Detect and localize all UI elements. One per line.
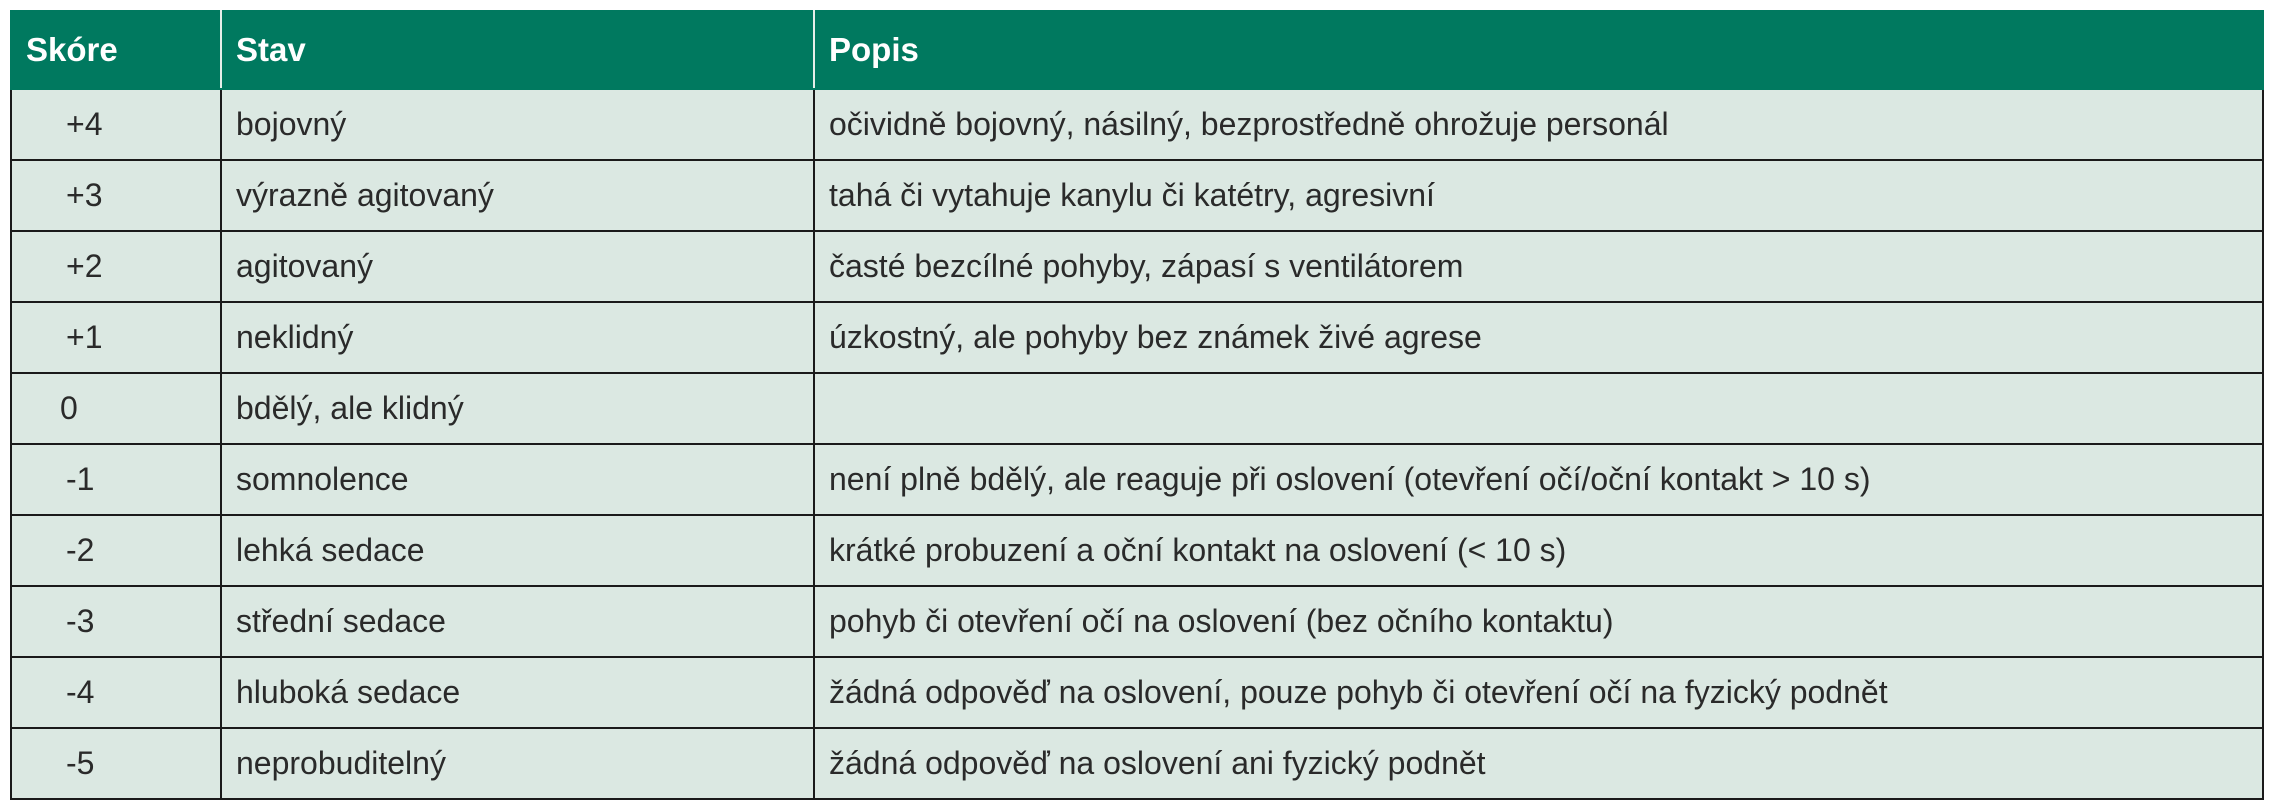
score-cell: 0 — [11, 373, 221, 444]
state-cell: agitovaný — [221, 231, 814, 302]
sedation-scale-table-container — [10, 10, 2262, 800]
score-cell: -1 — [11, 444, 221, 515]
description-cell: očividně bojovný, násilný, bezprostředně ohrožuje personál — [814, 89, 2263, 160]
description-cell: úzkostný, ale pohyby bez známek živé agrese — [814, 302, 2263, 373]
table-row — [11, 89, 2263, 160]
state-cell: neprobuditelný — [221, 728, 814, 799]
description-cell: krátké probuzení a oční kontakt na oslovení (< 10 s) — [814, 515, 2263, 586]
state-cell: bdělý, ale klidný — [221, 373, 814, 444]
table-header — [11, 11, 2263, 89]
state-cell: střední sedace — [221, 586, 814, 657]
state-cell: hluboká sedace — [221, 657, 814, 728]
score-cell: -5 — [11, 728, 221, 799]
state-cell: výrazně agitovaný — [221, 160, 814, 231]
table-body — [11, 89, 2263, 799]
score-cell: -3 — [11, 586, 221, 657]
header-row — [11, 11, 2263, 89]
table-row — [11, 231, 2263, 302]
table-row — [11, 302, 2263, 373]
table-row — [11, 728, 2263, 799]
description-cell: žádná odpověď na oslovení, pouze pohyb či otevření očí na fyzický podnět — [814, 657, 2263, 728]
header-state: Stav — [221, 11, 814, 89]
score-cell: -2 — [11, 515, 221, 586]
score-cell: -4 — [11, 657, 221, 728]
table-row — [11, 160, 2263, 231]
table-row — [11, 444, 2263, 515]
table-row — [11, 657, 2263, 728]
state-cell: somnolence — [221, 444, 814, 515]
description-cell: pohyb či otevření očí na oslovení (bez očního kontaktu) — [814, 586, 2263, 657]
description-cell: není plně bdělý, ale reaguje při oslovení (otevření očí/oční kontakt > 10 s) — [814, 444, 2263, 515]
header-score: Skóre — [11, 11, 221, 89]
table-row — [11, 586, 2263, 657]
description-cell — [814, 373, 2263, 444]
table-row — [11, 515, 2263, 586]
sedation-scale-table — [10, 10, 2264, 800]
header-description: Popis — [814, 11, 2263, 89]
description-cell: žádná odpověď na oslovení ani fyzický podnět — [814, 728, 2263, 799]
score-cell: +3 — [11, 160, 221, 231]
state-cell: neklidný — [221, 302, 814, 373]
state-cell: bojovný — [221, 89, 814, 160]
state-cell: lehká sedace — [221, 515, 814, 586]
description-cell: tahá či vytahuje kanylu či katétry, agresivní — [814, 160, 2263, 231]
score-cell: +1 — [11, 302, 221, 373]
score-cell: +2 — [11, 231, 221, 302]
table-row — [11, 373, 2263, 444]
description-cell: časté bezcílné pohyby, zápasí s ventilátorem — [814, 231, 2263, 302]
score-cell: +4 — [11, 89, 221, 160]
